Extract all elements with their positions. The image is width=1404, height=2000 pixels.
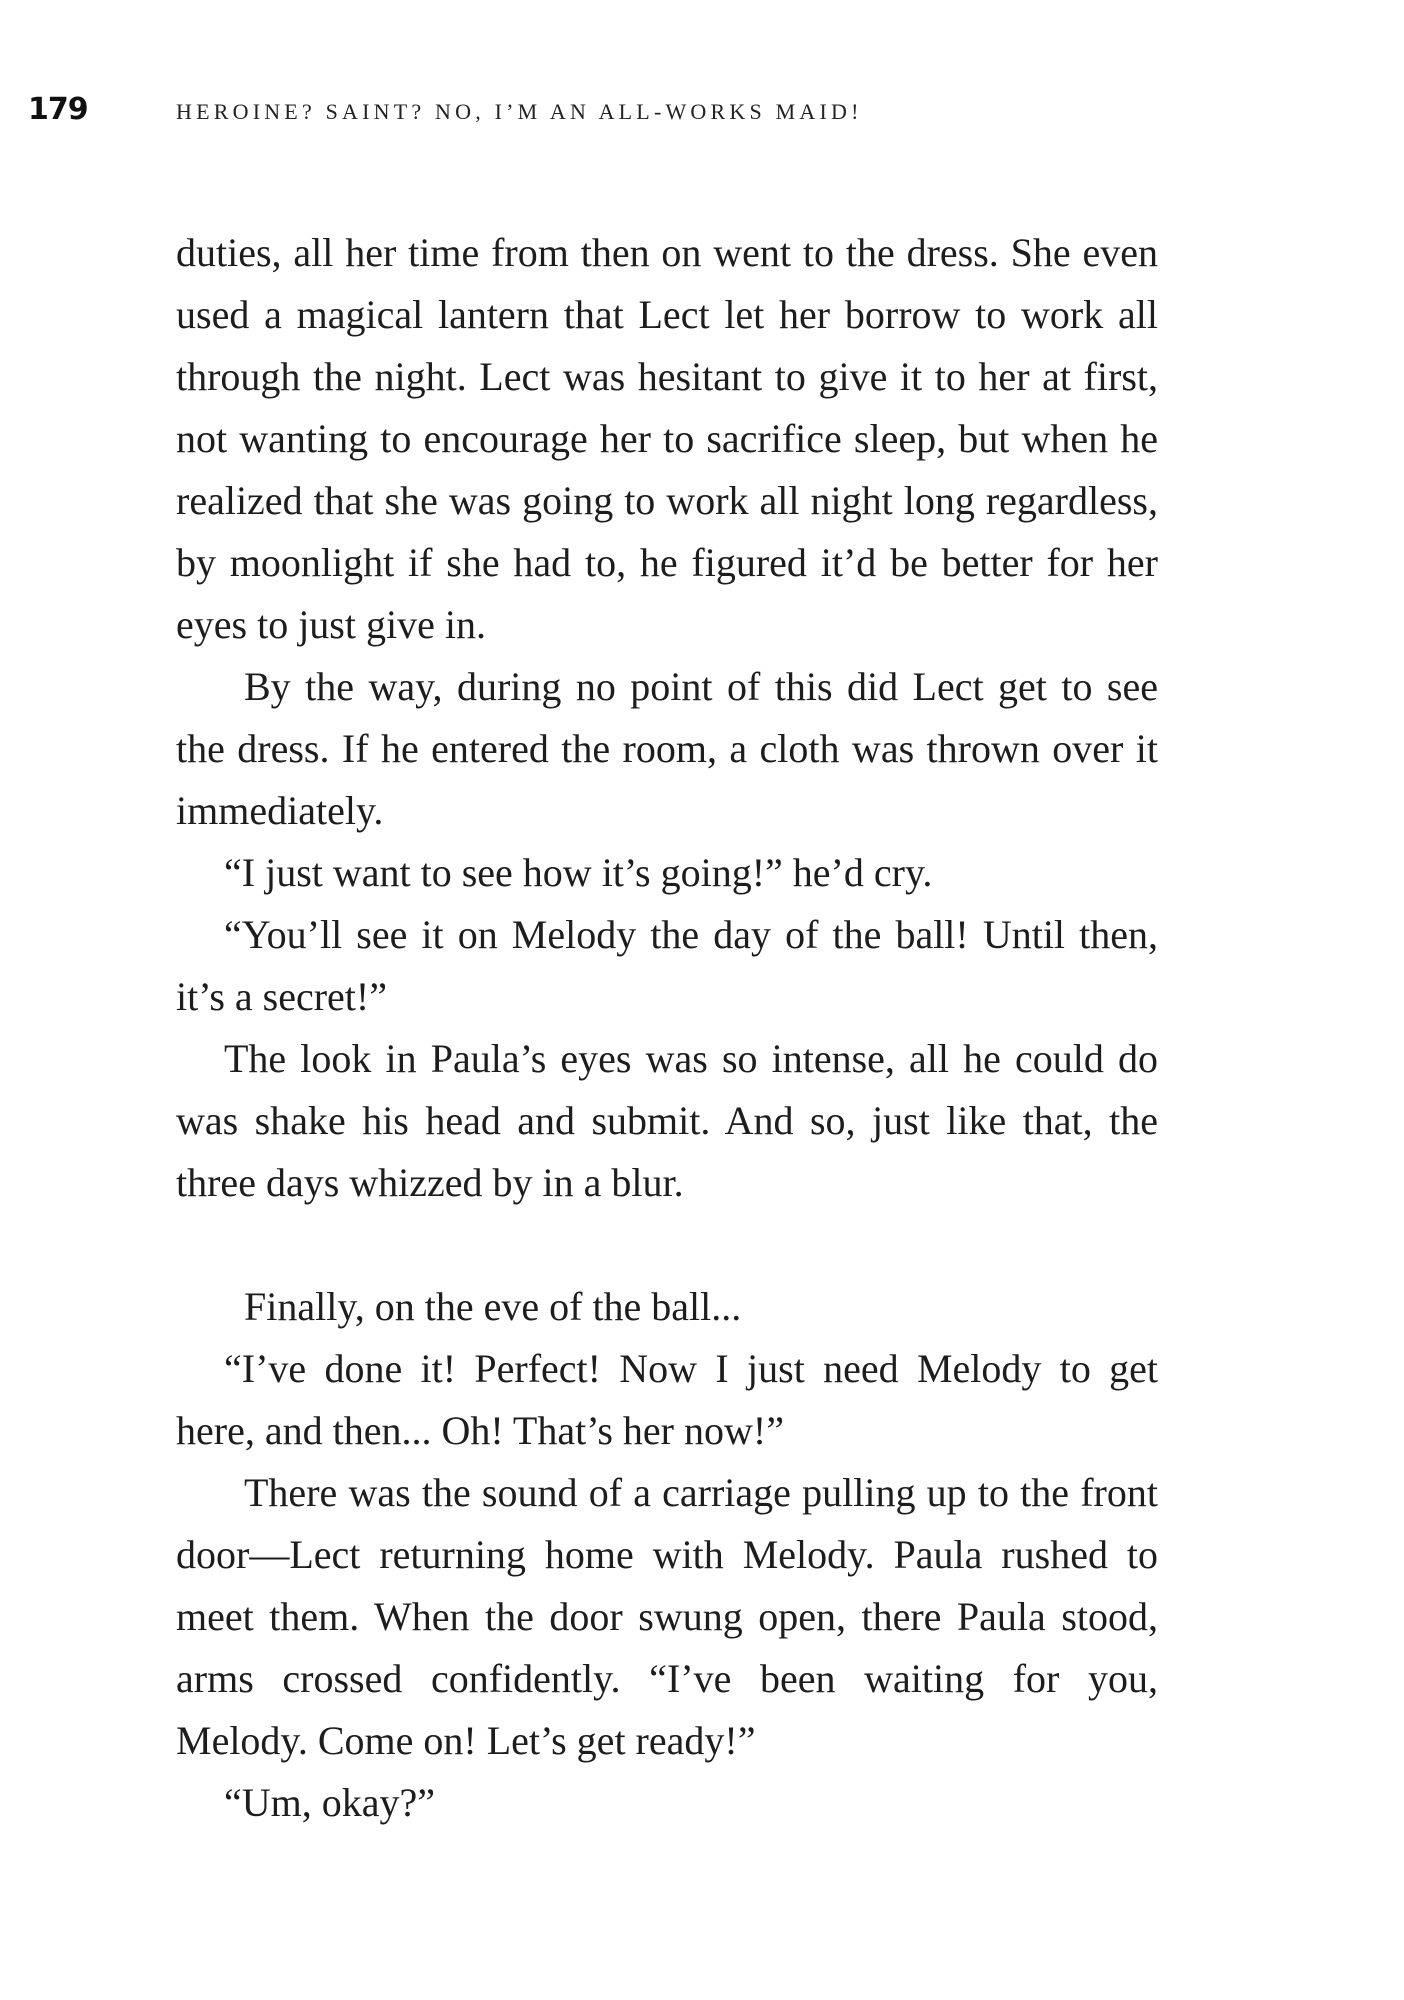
running-header xyxy=(28,92,1364,136)
body-text xyxy=(176,222,1158,1834)
paragraph: “I’ve done it! Perfect! Now I just need Melody to get here, and then... Oh! That’s her now!” xyxy=(176,1346,1158,1453)
paragraph: “You’ll see it on Melody the day of the ball! Until then, it’s a secret!” xyxy=(176,912,1158,1019)
page-number: 179 xyxy=(28,92,88,127)
paragraph: The look in Paula’s eyes was so intense, all he could do was shake his head and submit. And so, just like that, the three days whizzed by in a blur. xyxy=(176,1036,1158,1205)
paragraph: “Um, okay?” xyxy=(224,1780,436,1825)
paragraph: “I just want to see how it’s going!” he’d cry. xyxy=(224,850,933,895)
paragraph: Finally, on the eve of the ball... xyxy=(244,1284,742,1329)
paragraph: There was the sound of a carriage pulling up to the front door—Lect returning home with Melody. Paula rushed to meet them. When the door swung open, there Paula stood, arms crossed confidently. “I’ve been waiting for you, Melody. Come on! Let’s get ready!” xyxy=(176,1470,1158,1763)
paragraph: By the way, during no point of this did Lect get to see the dress. If he entered the room, a cloth was thrown over it immediately. xyxy=(176,664,1158,833)
book-title: HEROINE? SAINT? NO, I’M AN ALL-WORKS MAID! xyxy=(176,99,863,124)
paragraph: duties, all her time from then on went to the dress. She even used a magical lantern that Lect let her borrow to work all through the night. Lect was hesitant to give it to her at first, not wanting to encourage her to sacrifice sleep, but when he realized that she was going to work all night long regardless, by moonlight if she had to, he figured it’d be better for her eyes to just give in. xyxy=(176,230,1158,647)
